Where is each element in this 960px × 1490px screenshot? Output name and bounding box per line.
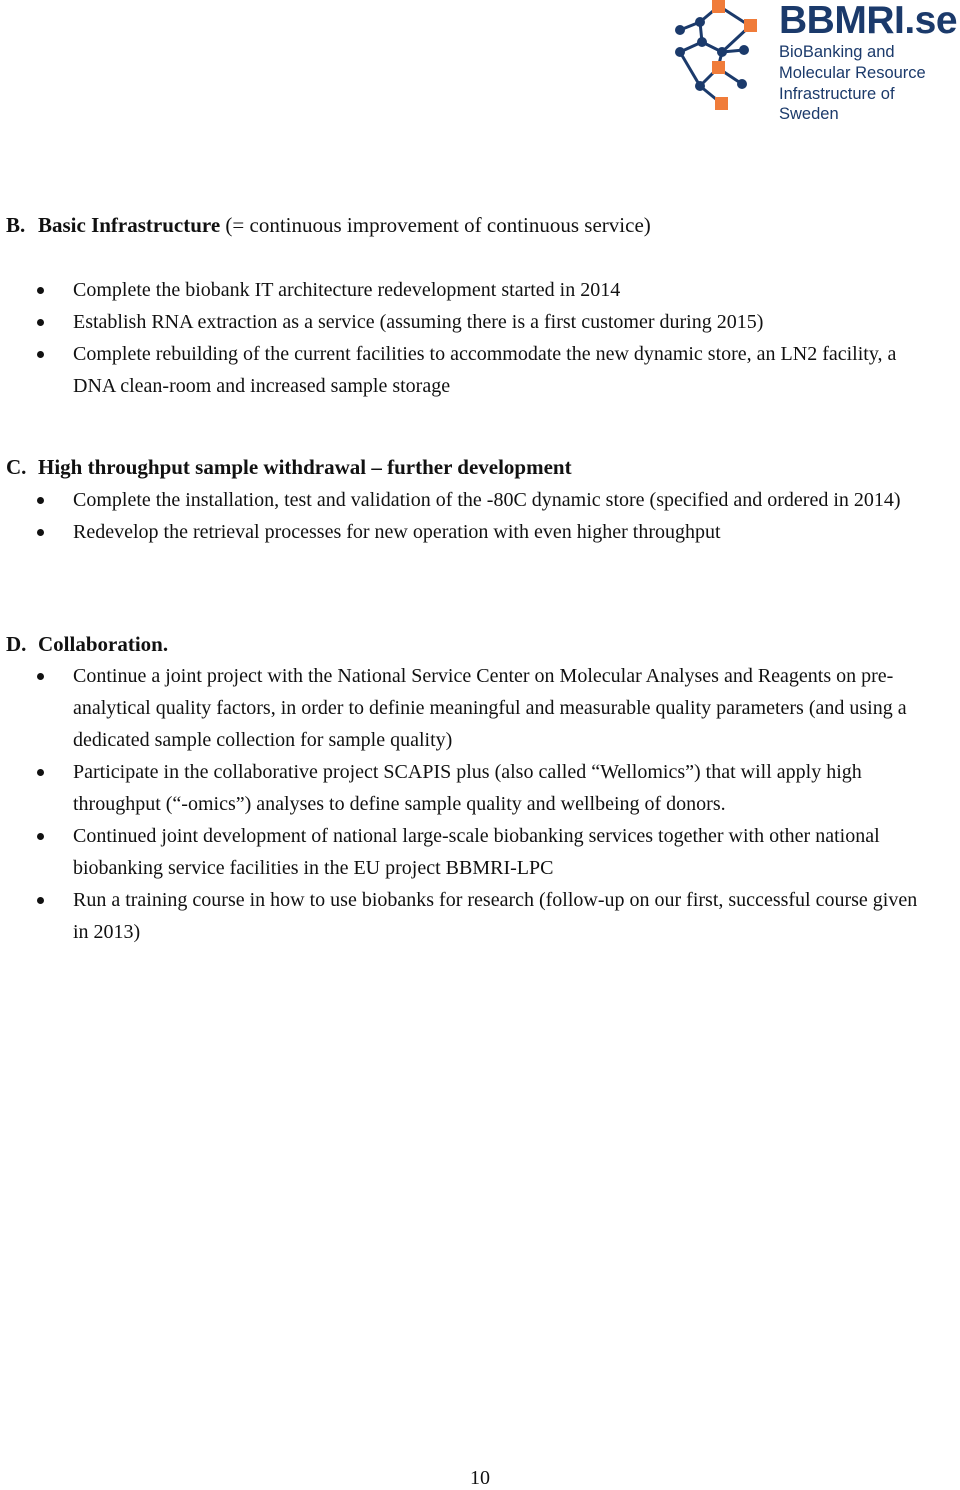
list-item: [0, 756, 933, 820]
section-title: High throughput sample withdrawal – further development: [38, 455, 572, 479]
list-item-text: Complete the installation, test and validation of the -80C dynamic store (specified and ordered in 2014): [73, 489, 901, 511]
list-item-text: Participate in the collaborative project SCAPIS plus (also called “Wellomics”) that will apply high throughput (“-omics”) analyses to define sample quality and wellbeing of donors.: [73, 761, 862, 815]
bullet-list: [0, 484, 960, 548]
section-title: Basic Infrastructure: [38, 213, 221, 237]
bullet-icon: [37, 769, 44, 776]
list-item-text: Run a training course in how to use biobanks for research (follow-up on our first, successful course given in 2013): [73, 889, 918, 943]
section-heading: [6, 455, 572, 479]
logo-subtitle-line: BioBanking and: [779, 43, 895, 61]
page-number: 10: [470, 1467, 490, 1489]
list-item: [0, 820, 933, 884]
list-item: [0, 338, 933, 402]
list-item: [0, 660, 933, 756]
section-heading: [6, 213, 651, 237]
list-item-text: Redevelop the retrieval processes for new operation with even higher throughput: [73, 521, 721, 543]
section-letter: C.: [6, 455, 27, 479]
bbmri-logo: [672, 0, 960, 128]
list-item: [0, 484, 933, 516]
list-item: [0, 884, 933, 948]
list-item-text: Continue a joint project with the National Service Center on Molecular Analyses and Reagents on pre-analytical quality factors, in order to definie meaningful and measurable quality parameters (and using a dedicated sample collection for sample quality): [73, 665, 907, 751]
bullet-icon: [37, 529, 44, 536]
list-item: [0, 516, 933, 548]
bullet-list: [0, 660, 960, 948]
section-note: (= continuous improvement of continuous service): [220, 213, 651, 237]
bullet-icon: [37, 673, 44, 680]
logo-subtitle-line: Sweden: [779, 105, 839, 124]
logo-brand: BBMRI.se: [779, 0, 958, 42]
network-icon: [672, 0, 782, 128]
list-item: [0, 274, 933, 306]
section-heading: [6, 632, 168, 656]
section-letter: B.: [6, 213, 26, 237]
list-item-text: Complete the biobank IT architecture redevelopment started in 2014: [73, 279, 621, 301]
list-item: [0, 306, 933, 338]
bullet-list: [0, 274, 960, 402]
logo-subtitle: [779, 42, 926, 125]
bullet-icon: [37, 287, 44, 294]
list-item-text: Establish RNA extraction as a service (assuming there is a first customer during 2015): [73, 311, 764, 333]
list-item-text: Complete rebuilding of the current facilities to accommodate the new dynamic store, an LN2 facility, a DNA clean-room and increased sample storage: [73, 343, 897, 397]
section-letter: D.: [6, 632, 27, 656]
bullet-icon: [37, 897, 44, 904]
section-title: Collaboration.: [38, 632, 169, 656]
logo-subtitle-line: Molecular Resource: [779, 63, 926, 82]
list-item-text: Continued joint development of national large-scale biobanking services together with other national biobanking service facilities in the EU project BBMRI-LPC: [73, 825, 880, 879]
bullet-icon: [37, 319, 44, 326]
logo-subtitle-line: Infrastructure of: [779, 84, 895, 103]
bullet-icon: [37, 497, 44, 504]
bullet-icon: [37, 833, 44, 840]
bullet-icon: [37, 351, 44, 358]
